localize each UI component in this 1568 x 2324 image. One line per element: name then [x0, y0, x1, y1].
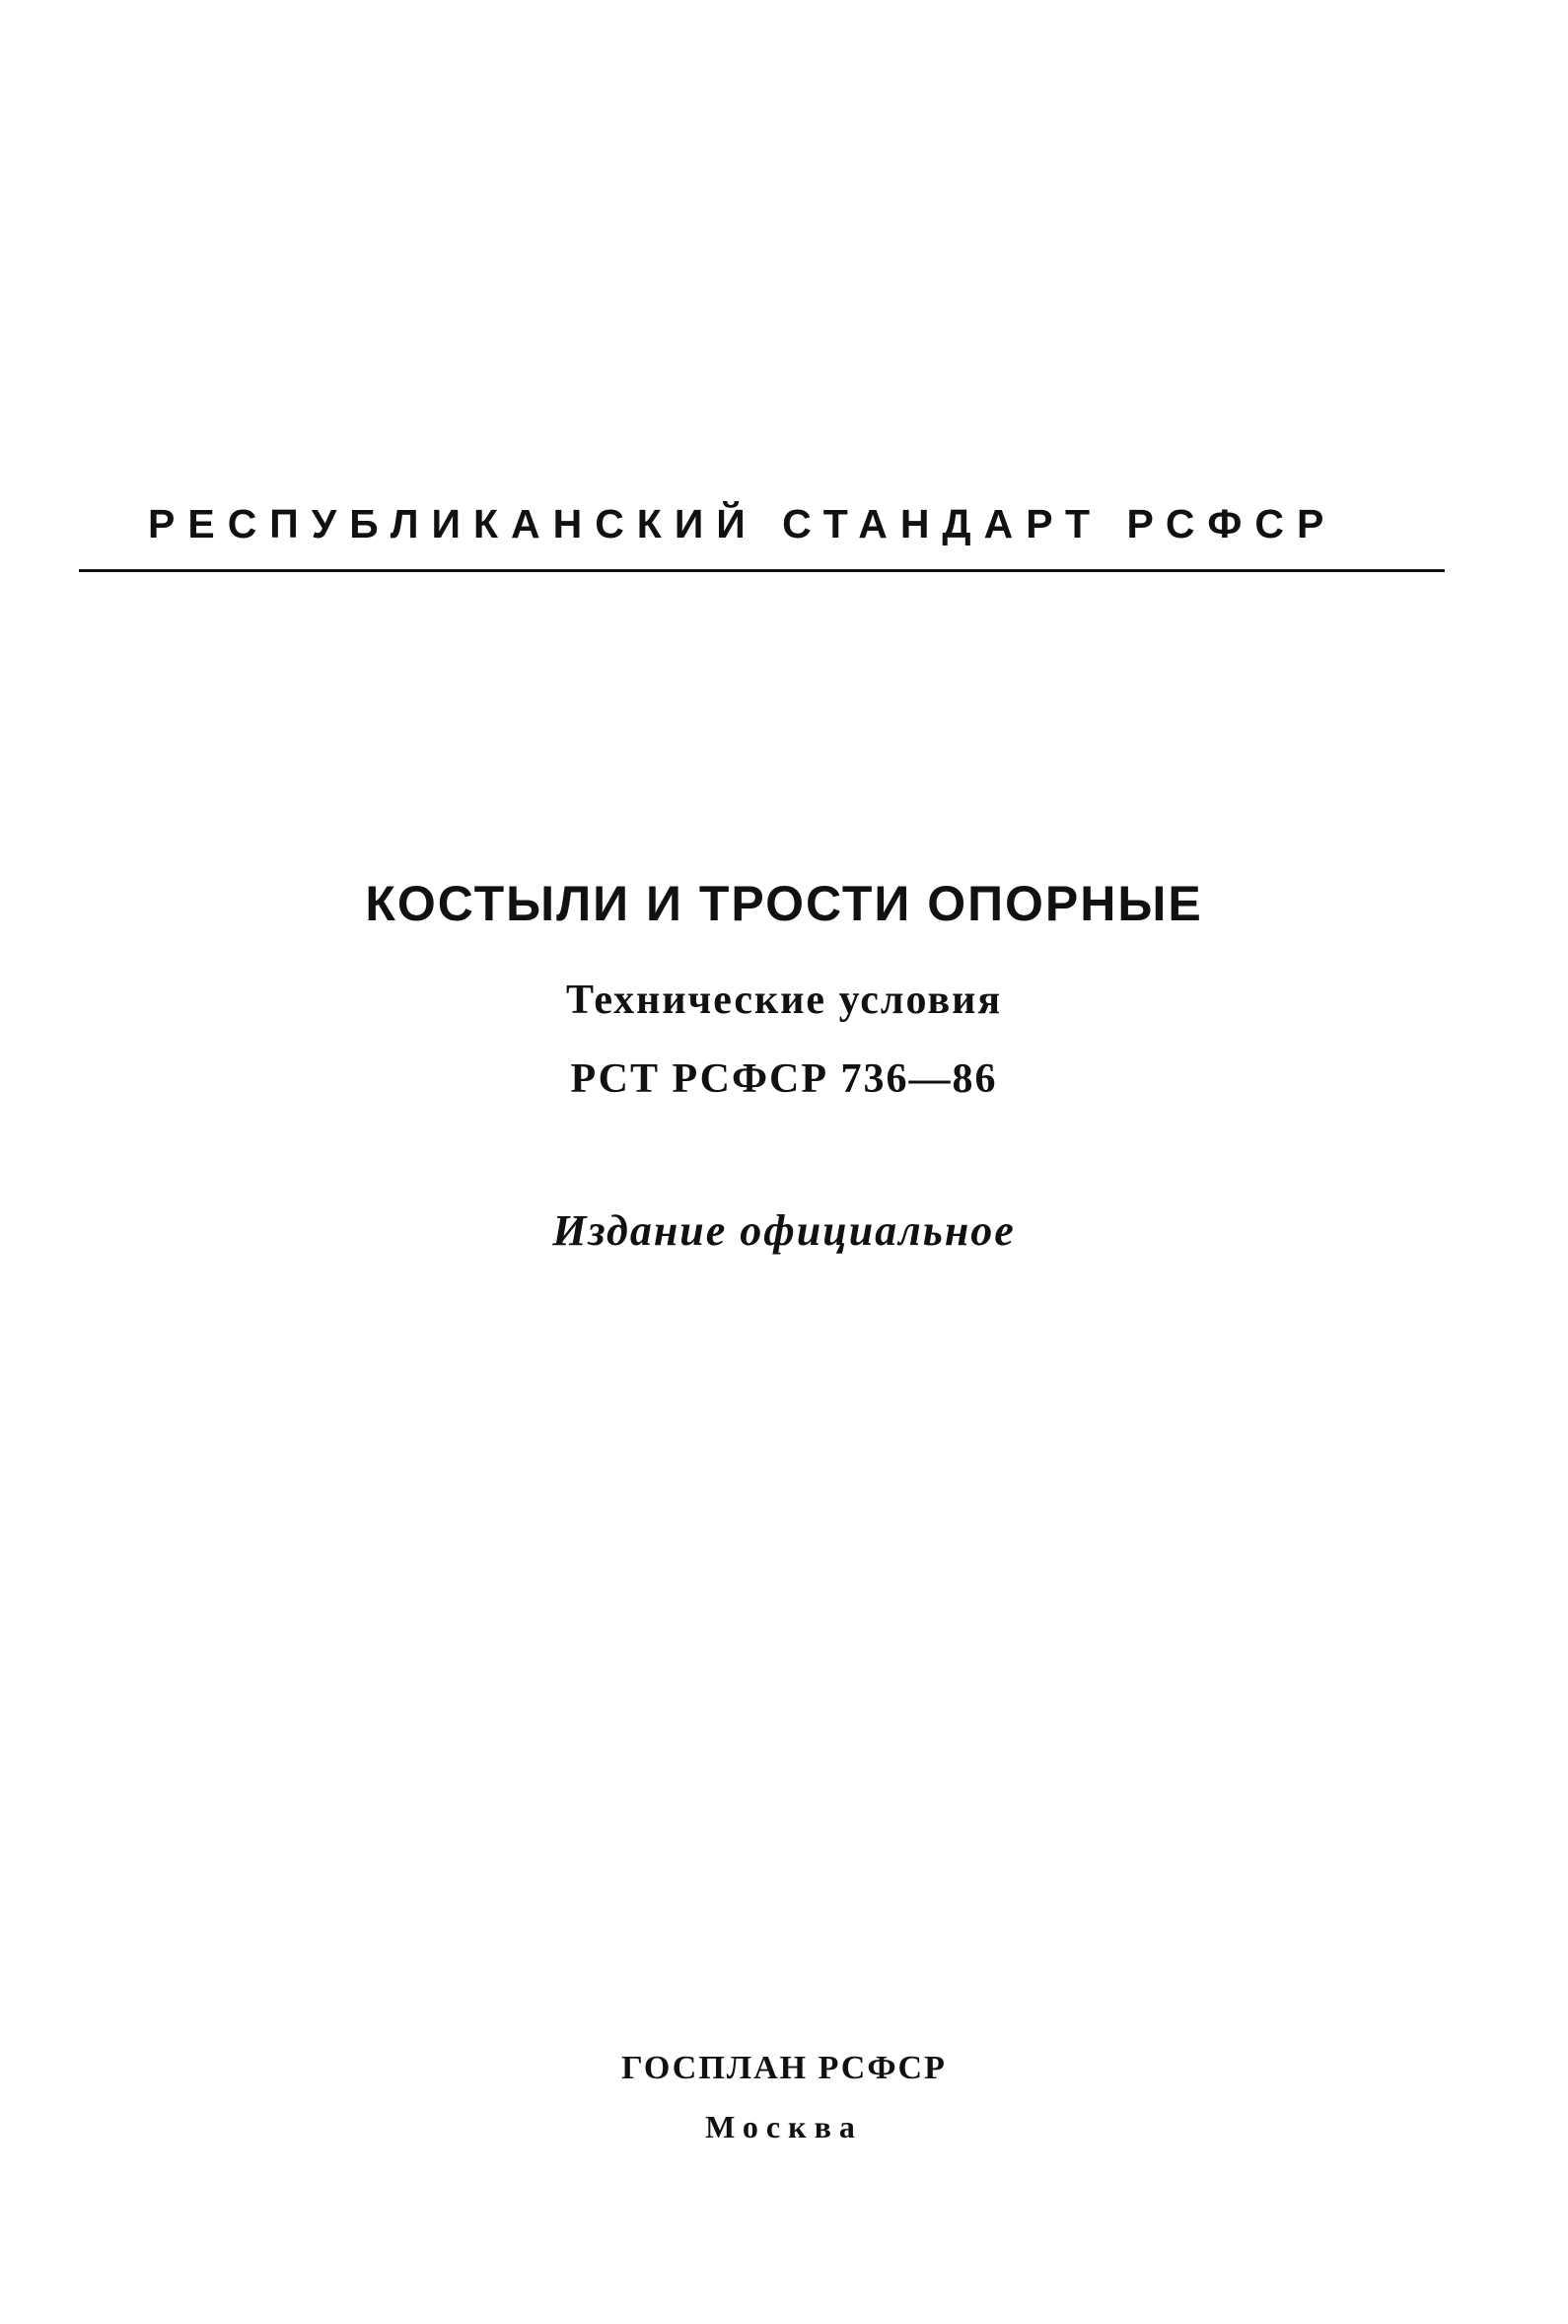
header-divider: [79, 569, 1445, 572]
publication-city: Москва: [705, 2109, 863, 2144]
publisher-name: ГОСПЛАН РСФСР: [621, 2050, 947, 2086]
document-title: КОСТЫЛИ И ТРОСТИ ОПОРНЫЕ: [365, 876, 1203, 931]
document-subtitle: Технические условия: [565, 978, 1003, 1023]
document-code: РСТ РСФСР 736—86: [570, 1056, 998, 1102]
edition-note: Издание официальное: [552, 1206, 1016, 1255]
standard-header: РЕСПУБЛИКАНСКИЙ СТАНДАРТ РСФСР: [148, 501, 1337, 546]
